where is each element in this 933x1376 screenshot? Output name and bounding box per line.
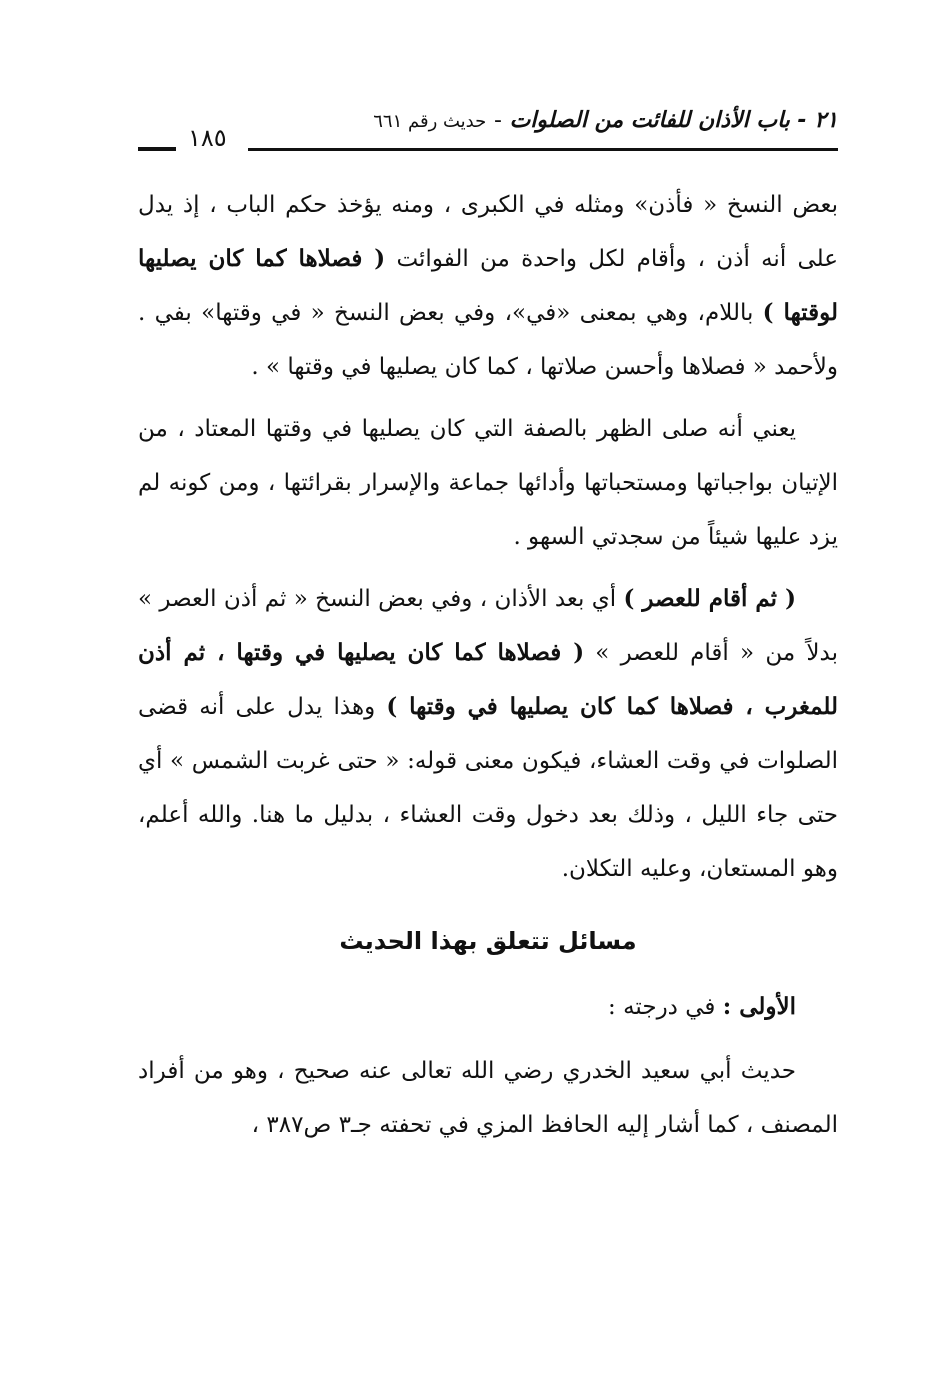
paragraph-3-text-b: أي بعد الأذان ، وفي بعض النسخ « ثم أذن العصر » بدلاً من « أقام للعصر » bbox=[138, 586, 838, 666]
issue-1-label: الأولى : bbox=[722, 993, 796, 1020]
page-body bbox=[138, 178, 838, 1160]
paragraph-3 bbox=[138, 572, 838, 896]
paragraph-1-text-c: باللام، وهي بمعنى «في»، وفي بعض النسخ « في وقتها» بفي . ولأحمد « فصلاها وأحسن صلاتها ، كما كان يصليها في وقتها » . bbox=[138, 300, 838, 380]
page-number-dash bbox=[138, 147, 176, 151]
paragraph-3-quote-c: ( فصلاها كما كان يصليها في وقتها ، ثم أذن للمغرب ، فصلاها كما كان يصليها في وقتها ) bbox=[138, 639, 838, 720]
issue-1-title: في درجته : bbox=[608, 994, 723, 1020]
header-rule bbox=[248, 148, 838, 151]
paragraph-1 bbox=[138, 178, 838, 394]
paragraph-2: يعني أنه صلى الظهر بالصفة التي كان يصليها في وقتها المعتاد ، من الإتيان بواجباتها ومستحباتها وأدائها جماعة والإسرار بقرائتها ، ومن كونه لم يزد عليها شيئاً من سجدتي السهو . bbox=[138, 416, 838, 550]
paragraph-3-quote-a: ( ثم أقام للعصر ) bbox=[623, 585, 796, 612]
paragraph-1-quote: ( فصلاها كما كان يصليها لوقتها ) bbox=[138, 245, 838, 326]
issue-1-heading bbox=[138, 980, 838, 1034]
page-number: ١٨٥ bbox=[188, 124, 227, 152]
section-heading: مسائل تتعلق بهذا الحديث bbox=[339, 927, 637, 955]
running-title bbox=[373, 108, 838, 133]
paragraph-4: حديث أبي سعيد الخدري رضي الله تعالى عنه صحيح ، وهو من أفراد المصنف ، كما أشار إليه الحافظ المزي في تحفته جـ٣ ص٣٨٧ ، bbox=[138, 1058, 838, 1138]
paragraph-1-text-a: بعض النسخ « فأذن» ومثله في الكبرى ، ومنه يؤخذ حكم الباب ، إذ يدل على أنه أذن ، وأقام لكل واحدة من الفوائت bbox=[138, 192, 839, 272]
header-separator: - bbox=[493, 108, 502, 133]
paragraph-3-text-d: وهذا يدل على أنه قضى الصلوات في وقت العشاء، فيكون معنى قوله: « حتى غربت الشمس » أي حتى جاء الليل ، وذلك بعد دخول وقت العشاء ، بدليل ما هنا. والله أعلم، وهو المستعان، وعليه التكلان. bbox=[138, 694, 838, 882]
page-header bbox=[138, 100, 838, 150]
hadith-reference: حديث رقم ٦٦١ bbox=[373, 111, 487, 132]
chapter-title: ٢١ - باب الأذان للفائت من الصلوات bbox=[509, 108, 838, 133]
